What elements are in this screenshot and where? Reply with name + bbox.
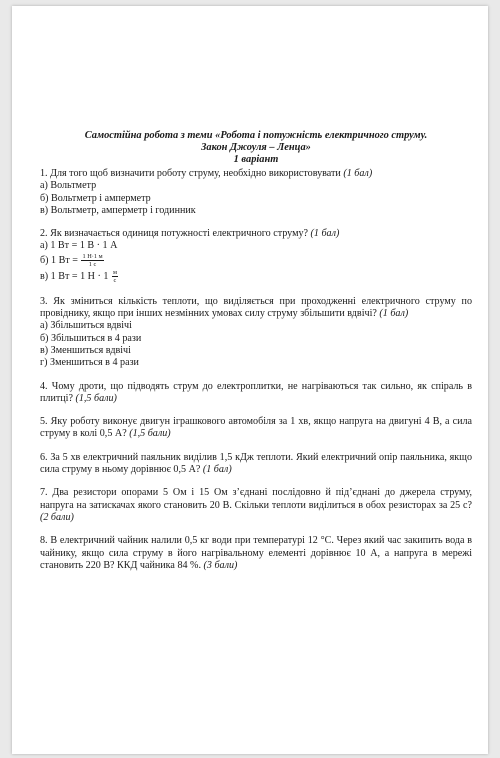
header-title-line1: Самостійна робота з теми «Робота і потужність електричного струму.: [84, 130, 428, 141]
question-2-text: [40, 228, 472, 240]
question-7: [40, 487, 472, 524]
question-3-option-c: в) Зменшиться вдвічі: [40, 344, 131, 356]
question-2-option-b-prefix: б) 1 Вт =: [40, 254, 78, 266]
question-5: [40, 416, 472, 441]
question-1-text: [40, 168, 472, 180]
question-2-option-c-numerator: м: [112, 268, 117, 276]
question-3-option-b: б) Збільшиться в 4 рази: [40, 332, 142, 344]
header-title-line2: Закон Джоуля – Ленца»: [201, 142, 311, 153]
question-3-text: [40, 296, 472, 321]
question-1-body: 1. Для того щоб визначити роботу струму, необхідно використовувати: [40, 168, 341, 179]
question-1-option-c: в) Вольтметр, амперметр і годинник: [40, 204, 196, 216]
worksheet-header: [40, 130, 472, 166]
question-2-option-c: [40, 269, 472, 285]
question-8-points: (3 бали): [203, 559, 238, 571]
question-8: [40, 535, 472, 572]
question-6: [40, 452, 472, 477]
question-5-points: (1,5 бали): [129, 428, 171, 440]
question-3-body: 3. Як зміниться кількість теплоти, що виділяється при проходженні електричного струму по провіднику, якщо при інших незмінних умовах силу струму збільшити вдвічі?: [40, 295, 472, 320]
question-7-body: 7. Два резистори опорами 5 Ом і 15 Ом з’єднані послідовно й під’єднані до джерела струму, напруга на затискачах якого становить 20 В. Скільки теплоти виділиться в обох резисторах за 25 с?: [40, 487, 472, 511]
question-1-points: (1 бал): [343, 168, 373, 179]
question-3-option-d: г) Зменшиться в 4 рази: [40, 357, 139, 369]
question-5-body: 5. Яку роботу виконує двигун іграшкового автомобіля за 1 хв, якщо напруга на двигуні 4 В, а сила струму в колі 0,5 А?: [40, 416, 472, 440]
question-2-body: 2. Як визначається одиниця потужності електричного струму?: [40, 228, 308, 240]
question-1-option-b: б) Вольтметр і амперметр: [40, 192, 151, 204]
question-2-option-b-fraction: [81, 253, 103, 268]
worksheet-page: [12, 6, 488, 754]
question-4: [40, 381, 472, 406]
worksheet-content: [40, 130, 472, 572]
question-2-option-c-prefix: в) 1 Вт = 1 Н · 1: [40, 270, 109, 282]
question-7-points: (2 бали): [40, 511, 74, 523]
question-4-body: 4. Чому дроти, що підводять струм до електроплитки, не нагріваються так сильно, як спіраль в плитці?: [40, 380, 472, 404]
question-3-option-a: а) Збільшиться вдвічі: [40, 320, 132, 332]
question-2-option-b: [40, 253, 472, 269]
question-4-points: (1,5 бали): [75, 392, 117, 404]
question-6-body: 6. За 5 хв електричний паяльник виділив 1,5 кДж теплоти. Який електричний опір паяльника, якщо сила струму в ньому дорівнює 0,5 А?: [40, 451, 472, 476]
question-8-body: 8. В електричний чайник налили 0,5 кг води при температурі 12 °С. Через який час закипить вода в чайнику, якщо сила струму в його нагрівальному елементі дорівнює 10 А, а напруга в мережі становить 220 В? ККД чайника 84 %.: [40, 535, 472, 571]
question-3-points: (1 бал): [379, 308, 409, 320]
question-6-points: (1 бал): [202, 464, 232, 476]
question-1: [40, 168, 472, 217]
question-2-option-b-denominator: 1 с: [88, 260, 97, 268]
question-1-option-a: а) Вольтметр: [40, 180, 97, 192]
question-2-option-b-numerator: 1 Н·1 м: [82, 252, 103, 260]
question-2: [40, 228, 472, 285]
question-2-points: (1 бал): [310, 228, 340, 240]
question-2-option-c-denominator: с: [113, 276, 117, 284]
question-2-option-c-fraction: [112, 269, 118, 284]
question-3: [40, 296, 472, 370]
question-2-option-a: а) 1 Вт = 1 В · 1 А: [40, 240, 118, 252]
header-variant: 1 варіант: [233, 154, 279, 165]
